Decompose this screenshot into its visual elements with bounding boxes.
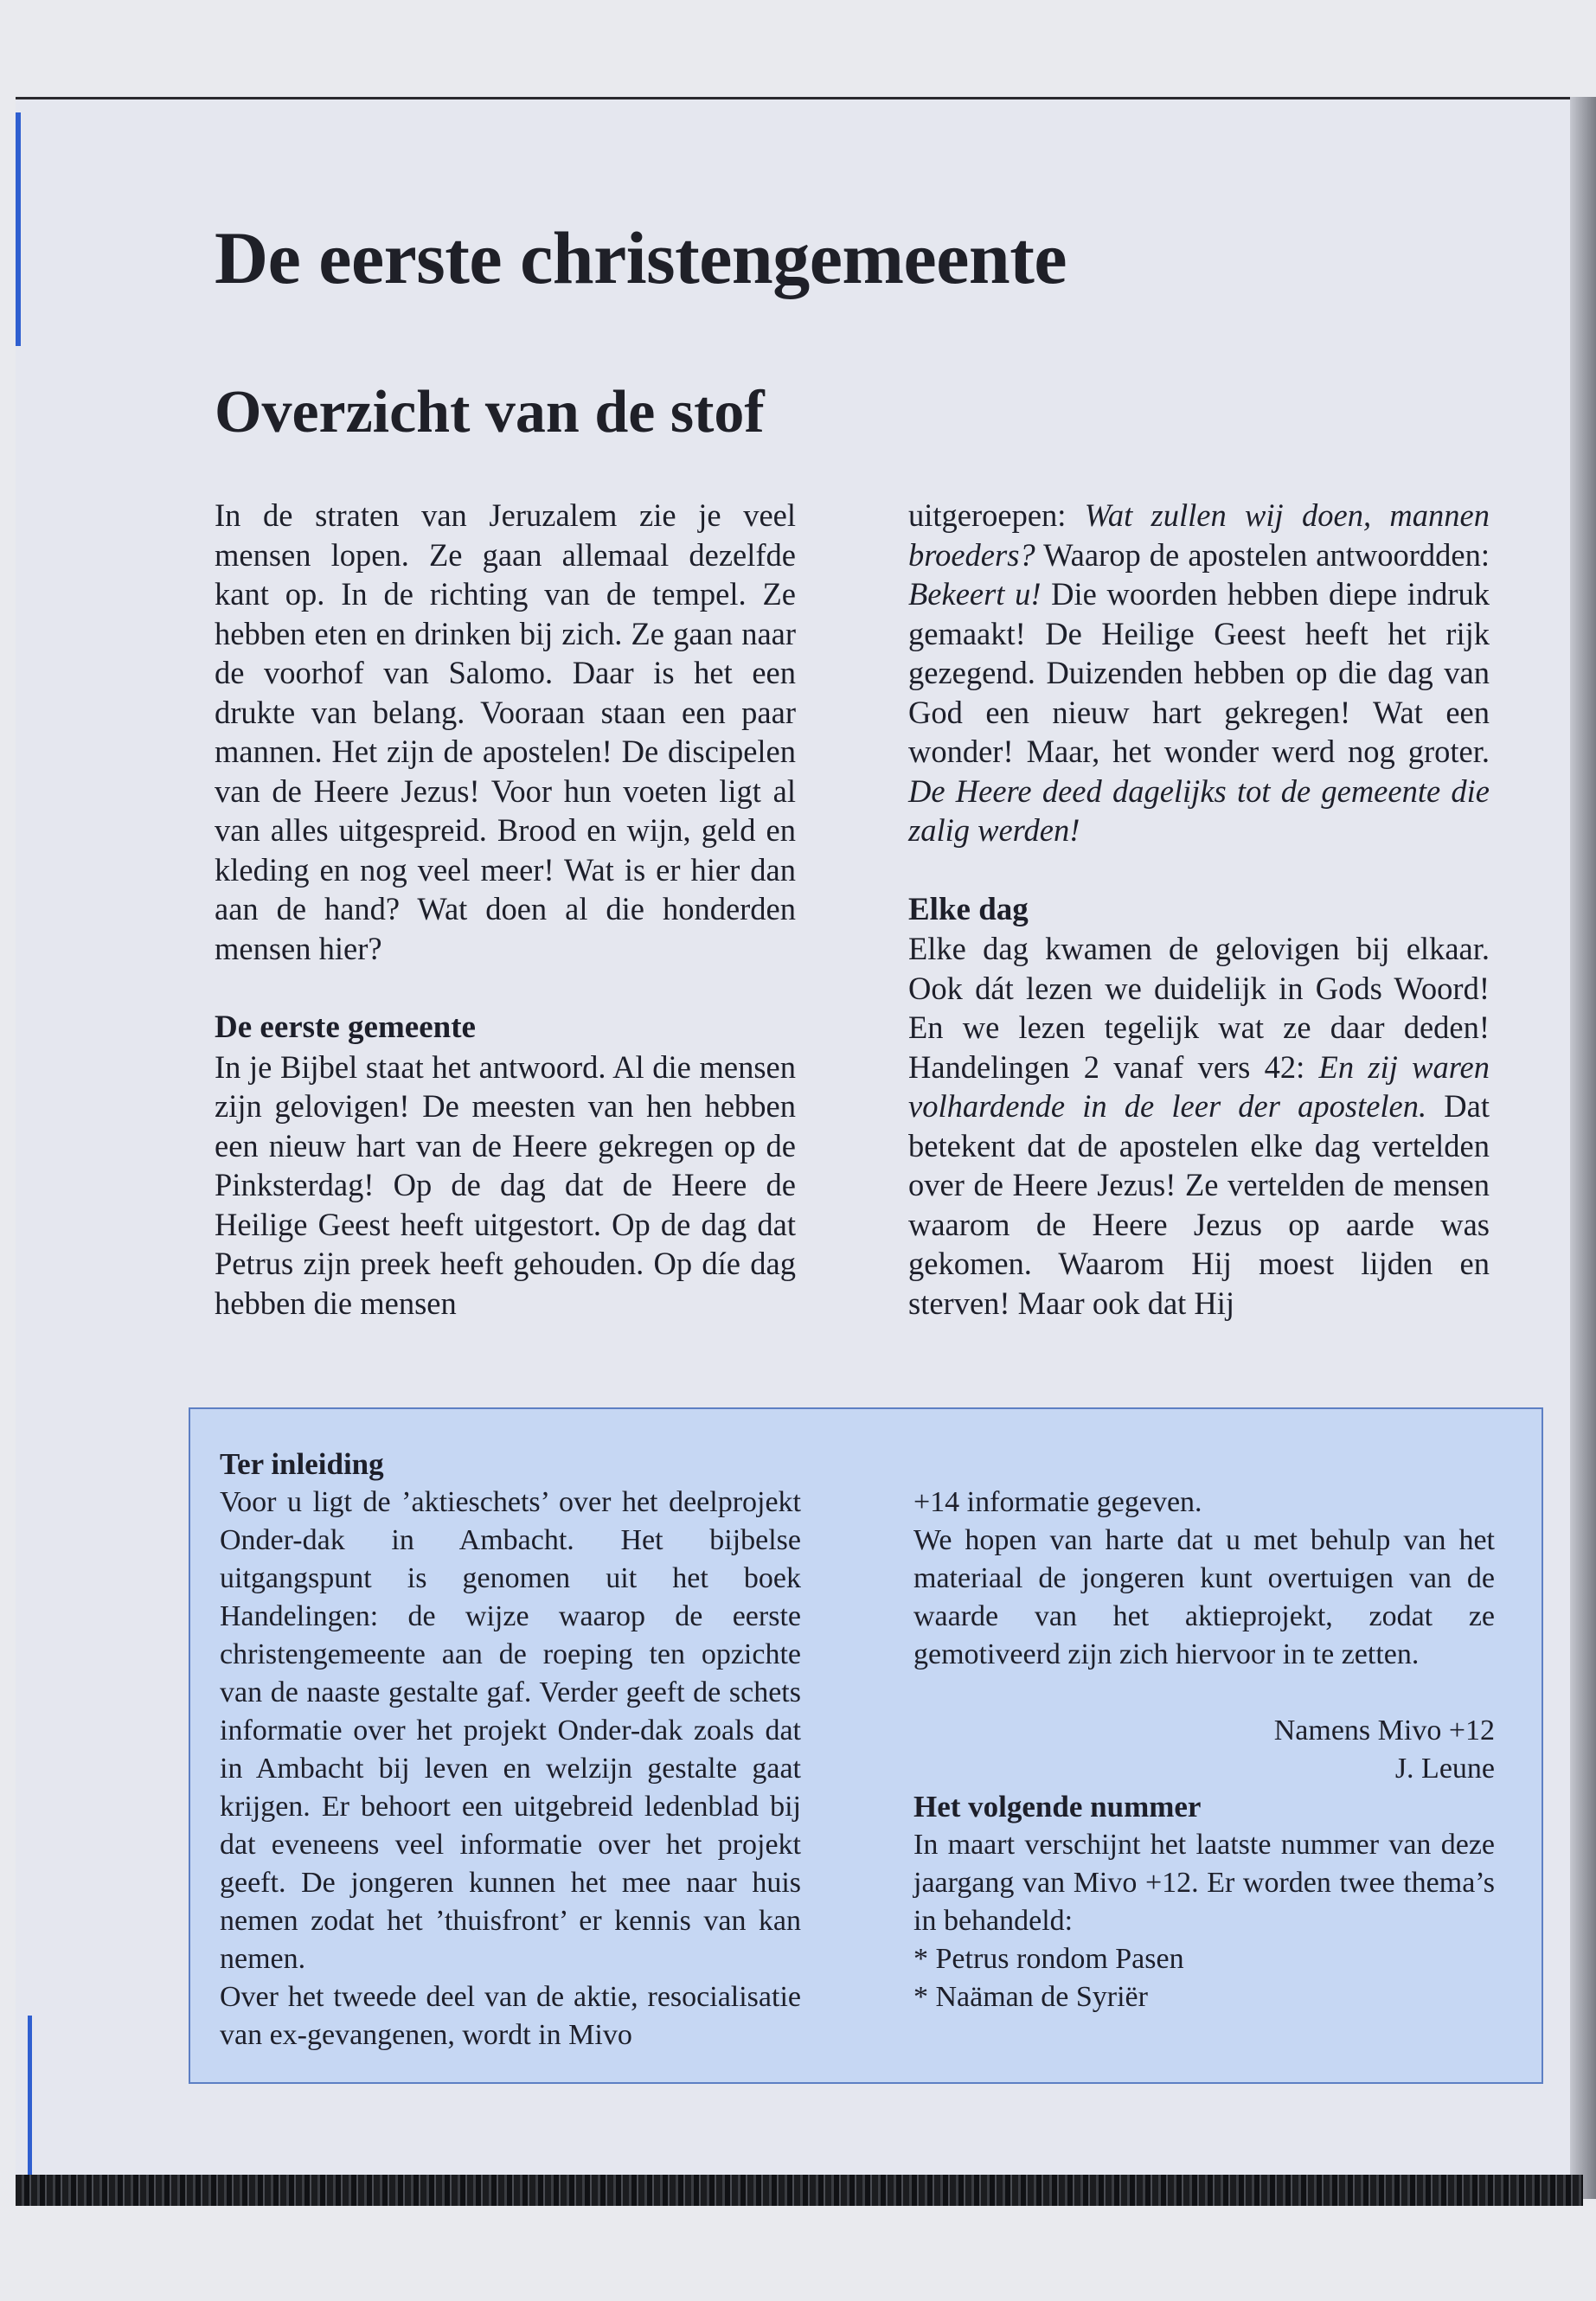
article-right-column bbox=[908, 496, 1490, 1323]
page-title: De eerste christengemeente bbox=[215, 216, 1067, 299]
binding-strip bbox=[16, 2175, 1583, 2206]
edge-stripe-bottom bbox=[28, 2016, 32, 2197]
page-shadow bbox=[1570, 97, 1596, 2199]
signature-line-1: Namens Mivo +12 bbox=[1273, 1715, 1495, 1747]
paragraph-elke-dag: Elke dag kwamen de gelovigen bij elkaar. Ook dát lezen we duidelijk in Gods Woord! En we lezen tegelijk wat ze daar deden! Handelingen 2 vanaf vers 42: En zij waren volhardende in de leer der apostelen. Dat betekent dat de apostelen elke dag vertelden over de Heere Jezus! Ze vertelden de mensen waarom de Heere Jezus op aarde was gekomen. Waarom Hij moest lijden en sterven! Maar ook dat Hij bbox=[908, 931, 1490, 1321]
edge-stripe-top bbox=[16, 112, 21, 346]
intro-box-right bbox=[913, 1484, 1495, 2016]
intro-box-left bbox=[220, 1445, 801, 2054]
intro-paragraph: Voor u ligt de ’aktieschets’ over het deelprojekt Onder-dak in Ambacht. Het bijbelse uitgangspunt is genomen uit het boek Handelingen: de wijze waarop de eerste christengemeente aan de roeping ten opzichte van de naaste gestalte gaf. Verder geeft de schets informatie over het projekt Onder-dak zoals dat in Ambacht bij leven en welzijn gestalte gaat krijgen. Er behoort een uitgebreid ledenblad bij dat eveneens veel informatie over het projekt geeft. De jongeren kunnen het mee naar huis nemen zodat het ’thuisfront’ er kennis van kan nemen. bbox=[220, 1486, 801, 1975]
next-issue-paragraph: In maart verschijnt het laatste nummer van deze jaargang van Mivo +12. Er worden twee thema’s in behandeld: bbox=[913, 1829, 1495, 1937]
intro-box bbox=[189, 1407, 1543, 2084]
intro-continuation: +14 informatie gegeven. bbox=[913, 1486, 1202, 1518]
signature-line-2: J. Leune bbox=[1394, 1753, 1495, 1785]
intro-hope-paragraph: We hopen van harte dat u met behulp van het materiaal de jongeren kunt overtuigen van de waarde van het aktieprojekt, zodat ze gemotiveerd zijn zich hiervoor in te zetten. bbox=[913, 1524, 1495, 1670]
heading-volgende-nummer: Het volgende nummer bbox=[913, 1790, 1202, 1823]
paragraph-eerste-gemeente: In je Bijbel staat het antwoord. Al die mensen zijn gelovigen! De meesten van hen hebben een nieuw hart van de Heere gekregen op de Pinksterdag! Op de dag dat de Heere de Heilige Geest heeft uitgestort. Op de dag dat Petrus zijn preek heeft gehouden. Op díe dag hebben die mensen bbox=[215, 1048, 796, 1321]
heading-ter-inleiding: Ter inleiding bbox=[220, 1447, 384, 1481]
bullet-item: * Naäman de Syriër bbox=[913, 1981, 1148, 2013]
heading-elke-dag: Elke dag bbox=[908, 891, 1029, 927]
intro-paragraph-2: Over het tweede deel van de aktie, resocialisatie van ex-gevangenen, wordt in Mivo bbox=[220, 1981, 801, 2051]
heading-eerste-gemeente: De eerste gemeente bbox=[215, 1009, 476, 1045]
paragraph-intro: In de straten van Jeruzalem zie je veel mensen lopen. Ze gaan allemaal dezelfde kant op. In de richting van de tempel. Ze hebben eten en drinken bij zich. Ze gaan naar de voorhof van Salomo. Daar is het een drukte van belang. Vooraan staan een paar mannen. Het zijn de apostelen! De discipelen van de Heere Jezus! Voor hun voeten ligt al van alles uitgespreid. Brood en wijn, geld en kleding en nog veel meer! Wat is er hier dan aan de hand? Wat doen al die honderden mensen hier? bbox=[215, 497, 796, 966]
paragraph-continuation: uitgeroepen: Wat zullen wij doen, mannen broeders? Waarop de apostelen antwoordden: Bekeert u! Die woorden hebben diepe indruk gemaakt! De Heilige Geest heeft het rijk gezegend. Duizenden hebben op die dag van God een nieuw hart gekregen! Wat een wonder! Maar, het wonder werd nog groter. De Heere deed dagelijks tot de gemeente die zalig werden! bbox=[908, 497, 1490, 848]
article-left-column bbox=[215, 496, 796, 1323]
section-title: Overzicht van de stof bbox=[215, 379, 765, 445]
bullet-item: * Petrus rondom Pasen bbox=[913, 1943, 1184, 1975]
